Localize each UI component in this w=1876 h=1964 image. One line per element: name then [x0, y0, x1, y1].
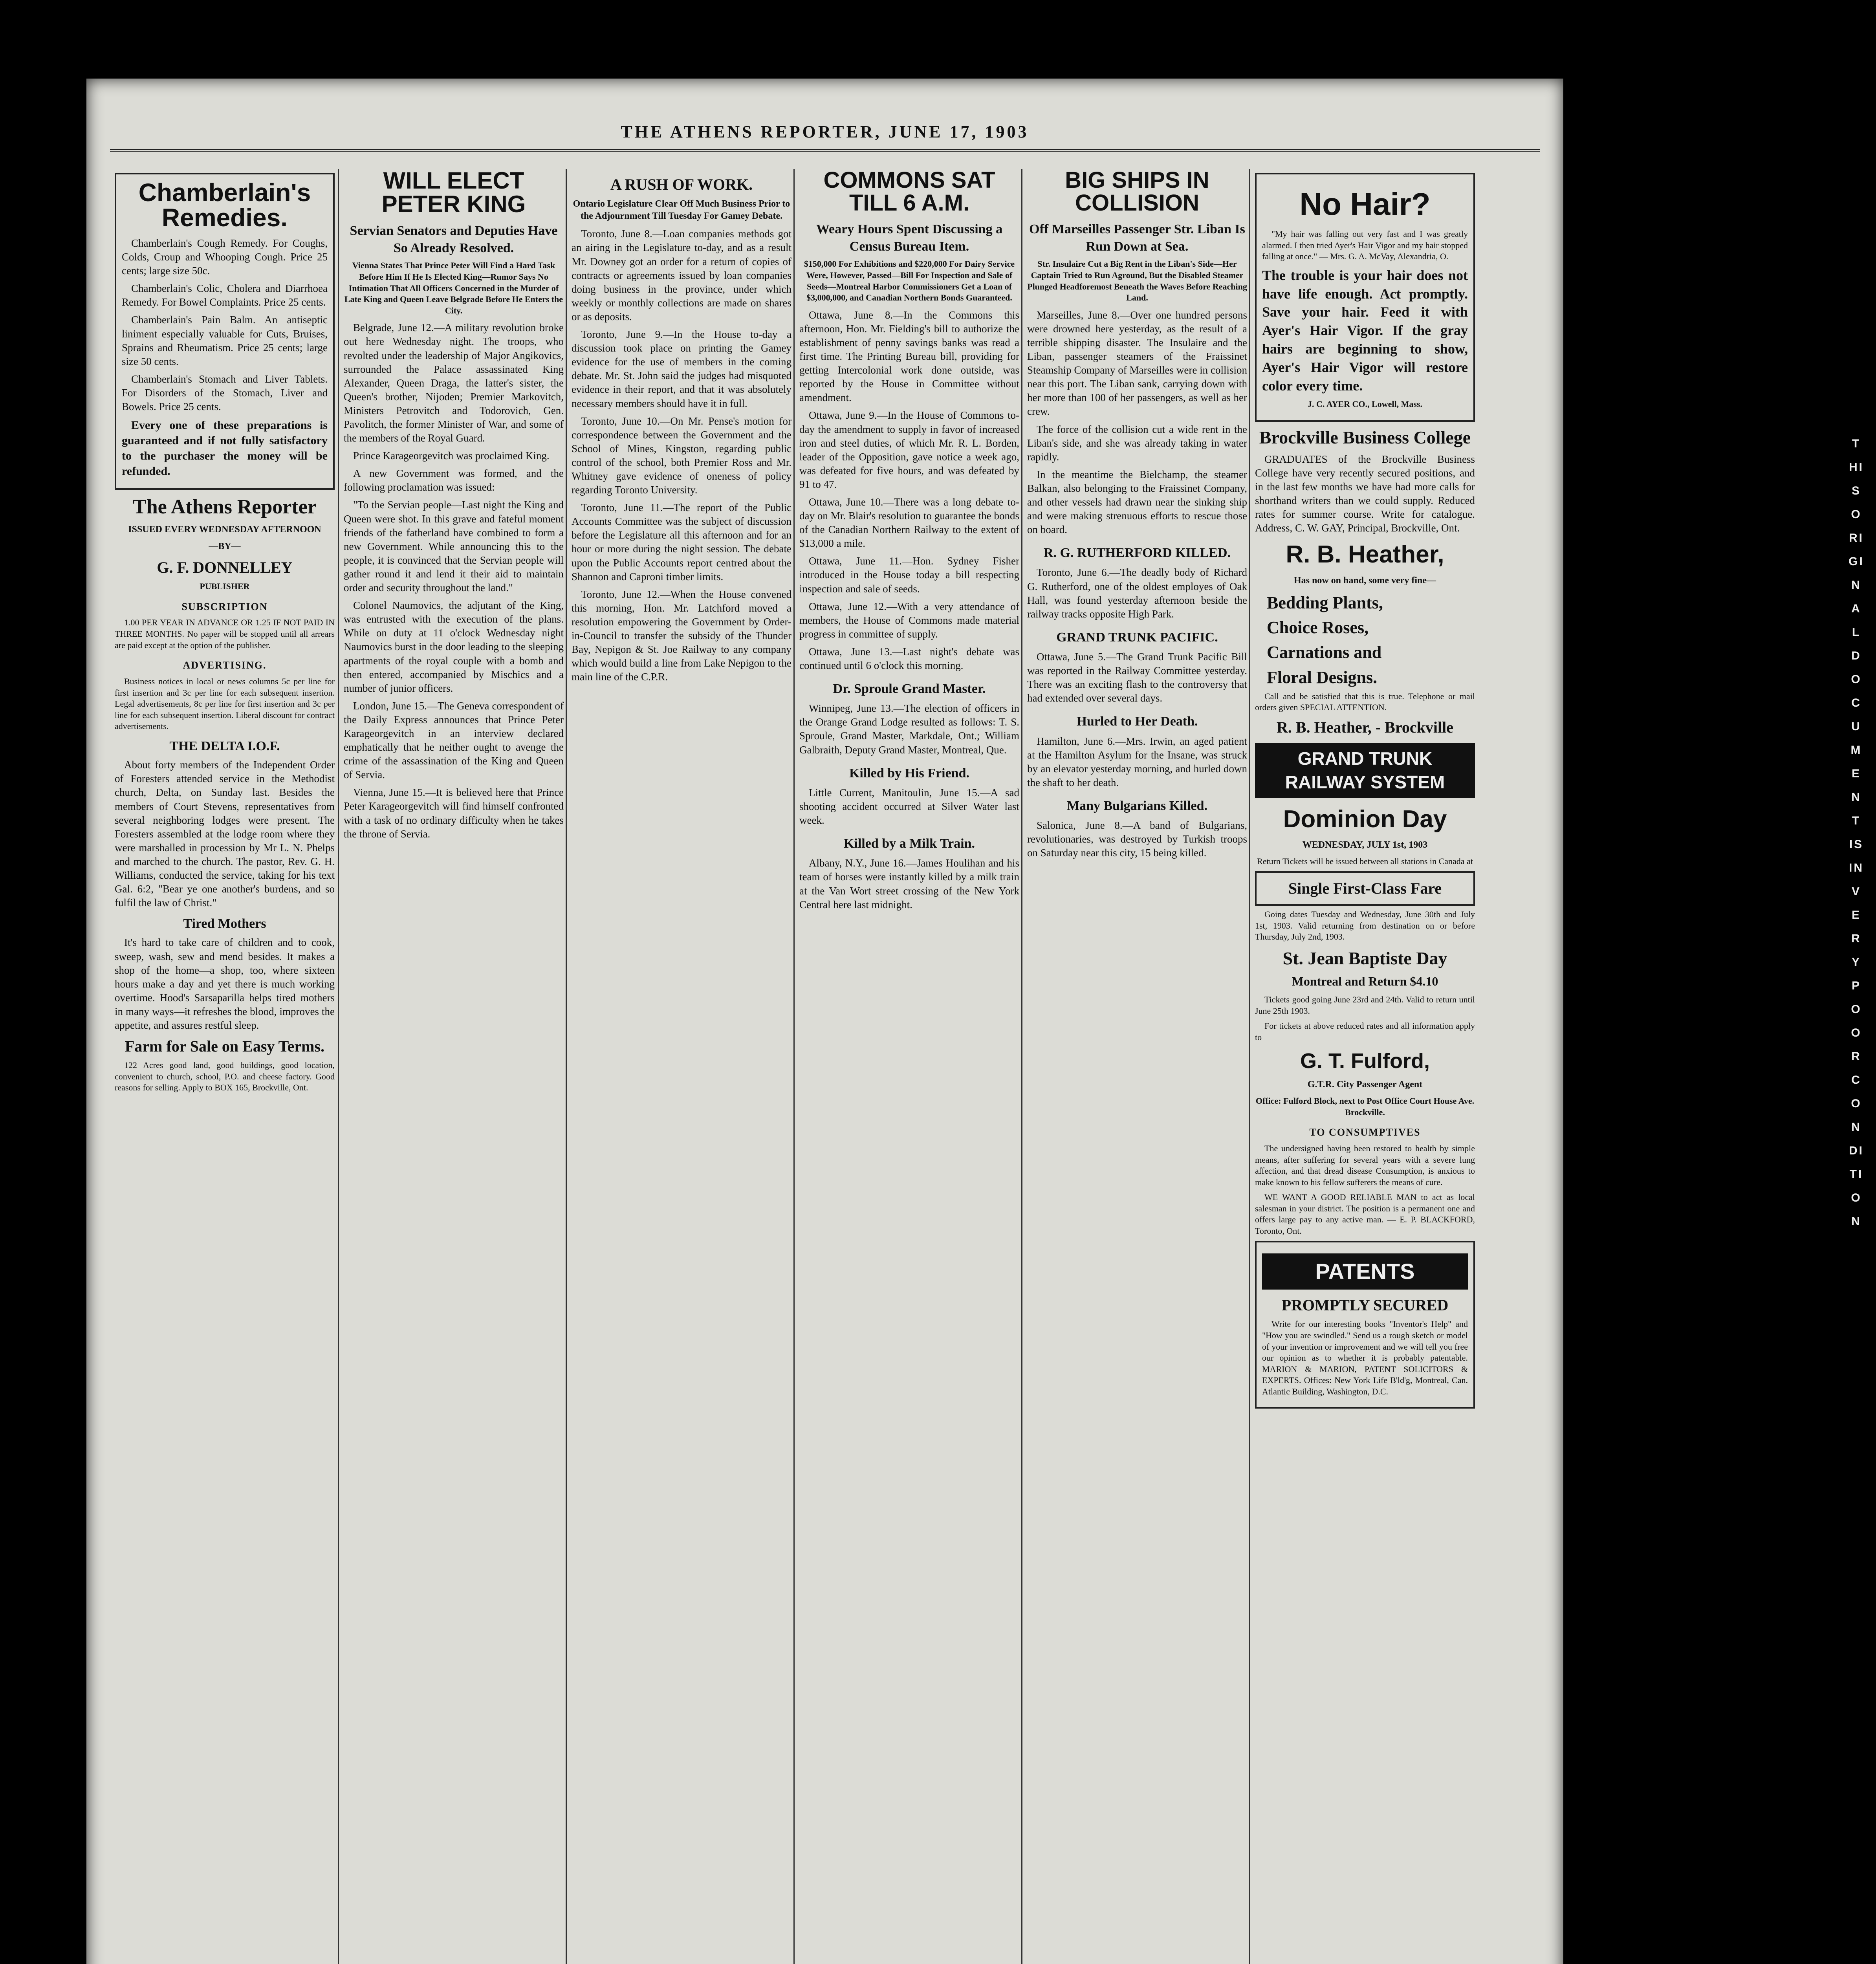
- column-5: [1021, 169, 1252, 1964]
- article-paragraph: Toronto, June 12.—When the House convened this morning, Hon. Mr. Latchford moved a resolution empowering the Government by Order-in-Council to transfer the subsidy of the Thunder Bay, Nepigon & St. Joe Railway to any company which would build a line from Lake Nepigon to the main line of the C.P.R.: [572, 588, 791, 683]
- college-title: Brockville Business College: [1259, 427, 1471, 447]
- article-paragraph: The force of the collision cut a wide rent in the Liban's side, and she was already taking in water rapidly.: [1027, 423, 1247, 463]
- headline: BIG SHIPS IN COLLISION: [1065, 169, 1209, 216]
- ad-item: Chamberlain's Colic, Cholera and Diarrhoea Remedy. For Bowel Complaints. Price 25 cents.: [122, 282, 328, 308]
- dominion-text: Return Tickets will be issued between all stations in Canada at: [1257, 856, 1473, 867]
- article-paragraph: Vienna, June 15.—It is believed here that Prince Peter Karageorgevitch will find himself confronted with a task of no ordinary difficulty when he takes the throne of Servia.: [344, 786, 564, 840]
- ad-title: Chamberlain's Remedies.: [138, 178, 311, 232]
- subhead: Killed by His Friend.: [849, 766, 970, 780]
- header-rule: [110, 149, 1540, 152]
- publisher-label: PUBLISHER: [200, 581, 250, 592]
- article-paragraph: A new Government was formed, and the following proclamation was issued:: [344, 467, 564, 493]
- advertising-text: Business notices in local or news columns 5c per line for first insertion and 3c per line for each subsequent insertion. Legal advertisements, 8c per line for first insertion and 3c per line for each subsequent insertion. Liberal discount for contract advertisements.: [115, 676, 335, 731]
- by-line: —BY—: [209, 541, 241, 551]
- heather-item: Floral Designs.: [1267, 667, 1378, 687]
- article-paragraph: Little Current, Manitoulin, June 15.—A sad shooting accident occurred at Silver Water last week.: [799, 786, 1019, 826]
- heather-item: Carnations and: [1267, 643, 1382, 662]
- article-paragraph: Toronto, June 10.—On Mr. Pense's motion for correspondence between the Government and the School of Mines, Kingston, regarding public control of the school, both Premier Ross and Mr. Whitney gave evidence of oneness of policy regarding Toronto University.: [572, 415, 791, 496]
- heather-signature: R. B. Heather, - Brockville: [1277, 718, 1453, 736]
- heather-text: Call and be satisfied that this is true. Telephone or mail orders given SPECIAL ATTENTION.: [1255, 691, 1475, 713]
- fulford-name: G. T. Fulford,: [1300, 1049, 1430, 1073]
- article-paragraph: "To the Servian people—Last night the King and Queen were shot. In this grave and fateful moment friends of the fatherland have combined to form a new Government. While announcing this to the people, it is convinced that the Servian people will gather round it and lend it their aid to maintain order and security throughout the land.": [344, 499, 564, 594]
- dominion-title: Dominion Day: [1283, 805, 1447, 833]
- article-paragraph: Ottawa, June 13.—Last night's debate was continued until 6 o'clock this morning.: [799, 645, 1019, 671]
- delta-heading: THE DELTA I.O.F.: [169, 739, 280, 754]
- article-paragraph: Ottawa, June 10.—There was a long debate to-day on Mr. Blair's resolution to guarantee the bonds of the Canadian Northern Railway to the extent of $13,000 a mile.: [799, 496, 1019, 550]
- condition-note: THIS ORIGINAL DOCUMENT IS IN VERY POOR CONDITION: [1849, 437, 1864, 1228]
- article-paragraph: Salonica, June 8.—A band of Bulgarians, revolutionaries, was destroyed by Turkish troops on Saturday near this city, 15 being killed.: [1027, 819, 1247, 859]
- nohair-text: The trouble is your hair does not have life enough. Act promptly. Save your hair. Feed it with Ayer's Hair Vigor. If the gray hairs are beginning to show, Ayer's Hair Vigor will restore color every time.: [1262, 267, 1468, 394]
- subdeck: Str. Insulaire Cut a Big Rent in the Liban's Side—Her Captain Tried to Run Aground, But the Disabled Steamer Plunged Headforemost Beneath the Waves Before Reaching Land.: [1027, 259, 1247, 303]
- publisher-name: G. F. DONNELLEY: [157, 559, 293, 577]
- masthead: The Athens Reporter: [133, 496, 317, 518]
- delta-text: About forty members of the Independent Order of Foresters attended service in the Methodist church, Delta, on Sunday last. Besides the members of Court Stevens, representatives from several neighboring lodges were present. The Foresters assembled at the lodge room where they were marshalled in procession by Mr L. N. Phelps and marched to the church. The pastor, Rev. G. H. Williams, conducted the service, taking for his text Gal. 6:2, "Bear ye one another's burdens, and so fulfil the law of Christ.": [115, 759, 335, 909]
- stjean-sub: Montreal and Return $4.10: [1292, 974, 1438, 988]
- deck: Servian Senators and Deputies Have So Already Resolved.: [350, 224, 558, 256]
- running-head: THE ATHENS REPORTER, JUNE 17, 1903: [621, 122, 1029, 141]
- subscription-text: 1.00 PER YEAR IN ADVANCE OR 1.25 IF NOT PAID IN THREE MONTHS. No paper will be stopped until all arrears are paid except at the option of the publisher.: [115, 617, 335, 650]
- fare-box: Single First-Class Fare: [1255, 871, 1475, 906]
- headline: COMMONS SAT TILL 6 A.M.: [823, 169, 995, 216]
- ayer-ad: [1255, 173, 1475, 422]
- issued-line: ISSUED EVERY WEDNESDAY AFTERNOON: [128, 524, 321, 535]
- subhead: R. G. RUTHERFORD KILLED.: [1043, 546, 1231, 561]
- fulford-address: Office: Fulford Block, next to Post Office Court House Ave. Brockville.: [1255, 1096, 1475, 1117]
- article-paragraph: Albany, N.Y., June 16.—James Houlihan and his team of horses were instantly killed by a milk train at the Van Wort street crossing of the New York Central here last midnight.: [799, 857, 1019, 911]
- stjean-text: Tickets good going June 23rd and 24th. Valid to return until June 25th 1903.: [1255, 995, 1475, 1016]
- subdeck: Vienna States That Prince Peter Will Find a Hard Task Before Him If He Is Elected King—Rumor Says No Intimation That All Officers Concerned in the Murder of Late King and Queen Leave Belgrade Before He Enters the City.: [344, 260, 563, 315]
- article-paragraph: Winnipeg, June 13.—The election of officers in the Orange Grand Lodge resulted as follows: T. S. Sproule, Grand Master, Markdale, Ont.; William Galbraith, Deputy Grand Master, Montreal, Que.: [799, 702, 1019, 756]
- dominion-date: WEDNESDAY, JULY 1st, 1903: [1302, 840, 1428, 850]
- subhead: Killed by a Milk Train.: [843, 836, 975, 851]
- consumptives-heading: TO CONSUMPTIVES: [1309, 1127, 1421, 1138]
- article-paragraph: In the meantime the Bielchamp, the steamer Balkan, also belonging to the Fraissinet Company, and other vessels had drawn near the sinking ship and were making strenuous efforts to rescue those on board.: [1027, 468, 1247, 536]
- article-paragraph: Ottawa, June 11.—Hon. Sydney Fisher introduced in the House today a bill respecting inspection and sale of seeds.: [799, 555, 1019, 595]
- subhead: GRAND TRUNK PACIFIC.: [1056, 630, 1218, 645]
- article-paragraph: Toronto, June 8.—Loan companies methods got an airing in the Legislature to-day, and as a result Mr. Downey got an order for a return of copies of contracts or agreements issued by loan companies doing business in the province, under which weekly or monthly collections are made on shares or as deposits.: [572, 228, 791, 322]
- headline: WILL ELECT PETER KING: [381, 169, 526, 217]
- column-1: [110, 169, 339, 1964]
- article-paragraph: Belgrade, June 12.—A military revolution broke out here Wednesday night. The troops, who revolted under the leadership of Major Angikovics, surrounded the Palace assassinated King Alexander, Queen Draga, the latter's sister, the Queen's brother, Nijoden; Premier Markovitch, Ministers Petrovitch and Todorovich, Gen. Pavolitch, the former Minister of War, and some of the members of the Royal Guard.: [344, 322, 564, 444]
- grand-trunk-logo: GRAND TRUNK RAILWAY SYSTEM: [1255, 743, 1475, 798]
- article-paragraph: Ottawa, June 5.—The Grand Trunk Pacific Bill was reported in the Railway Committee yesterday. There was an exciting flash to the controversy that had extended over several days.: [1027, 651, 1247, 704]
- article-paragraph: Colonel Naumovics, the adjutant of the King, was entrusted with the execution of the plans. While on duty at 11 o'clock Wednesday night Naumovics burst in the door leading to the sleeping apartments of the royal couple with a bomb and then entered, accompanied by Mischics and a number of junior officers.: [344, 599, 564, 694]
- deck: Ontario Legislature Clear Off Much Business Prior to the Adjournment Till Tuesday For Gamey Debate.: [573, 199, 790, 222]
- want-text: WE WANT A GOOD RELIABLE MAN to act as local salesman in your district. The position is a permanent one and offers large pay to any active man. — E. P. BLACKFORD, Toronto, Ont.: [1255, 1192, 1475, 1236]
- ad-item: Chamberlain's Cough Remedy. For Coughs, Colds, Croup and Whooping Cough. Price 25 cents; large size 50c.: [122, 237, 328, 277]
- nohair-footer: J. C. AYER CO., Lowell, Mass.: [1308, 399, 1422, 409]
- nohair-quote: "My hair was falling out very fast and I was greatly alarmed. I then tried Ayer's Hair Vigor and my hair stopped falling at once." — Mrs. G. A. McVay, Alexandria, O.: [1262, 229, 1468, 262]
- ad-guarantee: Every one of these preparations is guaranteed and if not fully satisfactory to the purchaser the money will be refunded.: [122, 419, 328, 478]
- article-paragraph: London, June 15.—The Geneva correspondent of the Daily Express announces that Prince Peter Karageorgevitch in an interview declared emphatically that he neither ought to avenge the crime of the assassination of the King and Queen of Servia.: [344, 700, 564, 781]
- column-3: [566, 169, 796, 1964]
- consumptives-text: The undersigned having been restored to health by simple means, after suffering for several years with a severe lung affection, and that dread disease Consumption, is anxious to make known to his fellow sufferers the means of cure.: [1255, 1143, 1475, 1187]
- subhead: Many Bulgarians Killed.: [1067, 798, 1207, 813]
- heather-title: R. B. Heather,: [1286, 541, 1444, 568]
- patents-sub: PROMPTLY SECURED: [1281, 1296, 1449, 1314]
- nohair-title: No Hair?: [1299, 187, 1431, 222]
- fulford-title: G.T.R. City Passenger Agent: [1307, 1079, 1423, 1090]
- heather-item: Choice Roses,: [1267, 618, 1369, 638]
- subhead: Dr. Sproule Grand Master.: [833, 682, 986, 696]
- fare-text: Going dates Tuesday and Wednesday, June 30th and July 1st, 1903. Valid returning from destination on or before Thursday, July 2nd, 1903.: [1255, 909, 1475, 942]
- article-paragraph: Ottawa, June 12.—With a very attendance of members, the House of Commons made material progress in committee of supply.: [799, 600, 1019, 640]
- college-text: GRADUATES of the Brockville Business College have very recently secured positions, and in the last few months we have had more calls for shorthand writers than we could supply. Reduced rates for summer course. Write for catalogue. Address, C. W. GAY, Principal, Brockville, Ont.: [1255, 453, 1475, 534]
- advertising-heading: ADVERTISING.: [183, 660, 267, 671]
- farm-heading: Farm for Sale on Easy Terms.: [125, 1037, 325, 1055]
- article-paragraph: Toronto, June 9.—In the House to-day a discussion took place on printing the Gamey evidence for the use of members in the coming debate. Mr. St. John said the judges had misquoted evidence in their report, and that it was absolutely necessary members should have it in full.: [572, 328, 791, 409]
- column-2: [338, 169, 568, 1964]
- article-paragraph: Prince Karageorgevitch was proclaimed King.: [353, 450, 550, 462]
- patents-title: PATENTS: [1262, 1253, 1468, 1290]
- tired-text: It's hard to take care of children and to cook, sweep, wash, sew and mend besides. It makes a shop of the home—a shop, too, where sixteen hours make a day and yet there is much working overtime. Hood's Sarsaparilla helps tired mothers in many ways—it refreshes the blood, improves the appetite, and assures restful sleep.: [115, 936, 335, 1031]
- newspaper-page: [86, 79, 1563, 1964]
- column-6: [1249, 169, 1480, 1964]
- subscription-heading: SUBSCRIPTION: [181, 601, 268, 612]
- fulford-intro: For tickets at above reduced rates and all information apply to: [1255, 1021, 1475, 1042]
- article-paragraph: Hamilton, June 6.—Mrs. Irwin, an aged patient at the Hamilton Asylum for the Insane, was struck by an elevator yesterday morning, and hurled down the shaft to her death.: [1027, 735, 1247, 788]
- patents-ad: [1255, 1241, 1475, 1409]
- heather-item: Bedding Plants,: [1267, 593, 1383, 613]
- heather-sub: Has now on hand, some very fine—: [1293, 575, 1436, 586]
- article-paragraph: Ottawa, June 8.—In the Commons this afternoon, Hon. Mr. Fielding's bill to authorize the establishment of penny savings banks was read a first time. The Printing Bureau bill, providing for getting Intercolonial work done outside, was reported by the House in Committee without amendment.: [799, 309, 1019, 404]
- subhead: Hurled to Her Death.: [1076, 714, 1198, 729]
- article-paragraph: Ottawa, June 9.—In the House of Commons to-day the amendment to supply in favor of increased iron and steel duties, of which Mr. R. L. Borden, leader of the Opposition, gave notice a week ago, was defeated for five hours, and was defeated by 91 to 47.: [799, 409, 1019, 490]
- subdeck: $150,000 For Exhibitions and $220,000 For Dairy Service Were, However, Passed—Bill For Inspection and Sale of Seeds—Montreal Harbor Commissioners Get a Loan of $3,000,000, and Canadian Northern Bonds Guaranteed.: [804, 259, 1015, 303]
- ad-item: Chamberlain's Pain Balm. An antiseptic liniment especially valuable for Cuts, Bruises, Sprains and Rheumatism. Price 25 cents; large size 50 cents.: [122, 314, 328, 367]
- headline: A RUSH OF WORK.: [610, 176, 753, 193]
- ad-item: Chamberlain's Stomach and Liver Tablets. For Disorders of the Stomach, Liver and Bowels. Price 25 cents.: [122, 373, 328, 413]
- article-paragraph: Toronto, June 6.—The deadly body of Richard G. Rutherford, one of the oldest employes of Oak Hall, was found yesterday afternoon beside the railway tracks opposite High Park.: [1027, 566, 1247, 620]
- stjean-title: St. Jean Baptiste Day: [1282, 948, 1447, 968]
- heather-list: [1255, 592, 1475, 689]
- chamberlain-ad: [115, 173, 335, 490]
- column-4: [793, 169, 1024, 1964]
- article-paragraph: Toronto, June 11.—The report of the Public Accounts Committee was the subject of discussion before the Legislature all this afternoon and for an hour or more during the night session. The debate upon the Public Accounts report centred about the Shannon and Caproni timber limits.: [572, 502, 791, 583]
- farm-text: 122 Acres good land, good buildings, good location, convenient to church, school, P.O. and cheese factory. Good reasons for selling. Apply to BOX 165, Brockville, Ont.: [115, 1060, 335, 1093]
- deck: Weary Hours Spent Discussing a Census Bureau Item.: [816, 222, 1003, 254]
- deck: Off Marseilles Passenger Str. Liban Is Run Down at Sea.: [1029, 222, 1245, 254]
- tired-heading: Tired Mothers: [183, 916, 266, 931]
- article-paragraph: Marseilles, June 8.—Over one hundred persons were drowned here yesterday, as the result of a terrible shipping disaster. The Insulaire and the Liban, passenger steamers of the Fraissinet Steamship Company of Marseilles were in collision near this port. The Liban sank, carrying down with her more than 100 of her passengers, as well as her crew.: [1027, 309, 1247, 418]
- patents-text: Write for our interesting books "Inventor's Help" and "How you are swindled." Send us a rough sketch or model of your invention or improvement and we will tell you free our opinion as to whether it is probably patentable. MARION & MARION, PATENT SOLICITORS & EXPERTS. Offices: New York Life B'ld'g, Montreal, Can. Atlantic Building, Washington, D.C.: [1262, 1319, 1468, 1397]
